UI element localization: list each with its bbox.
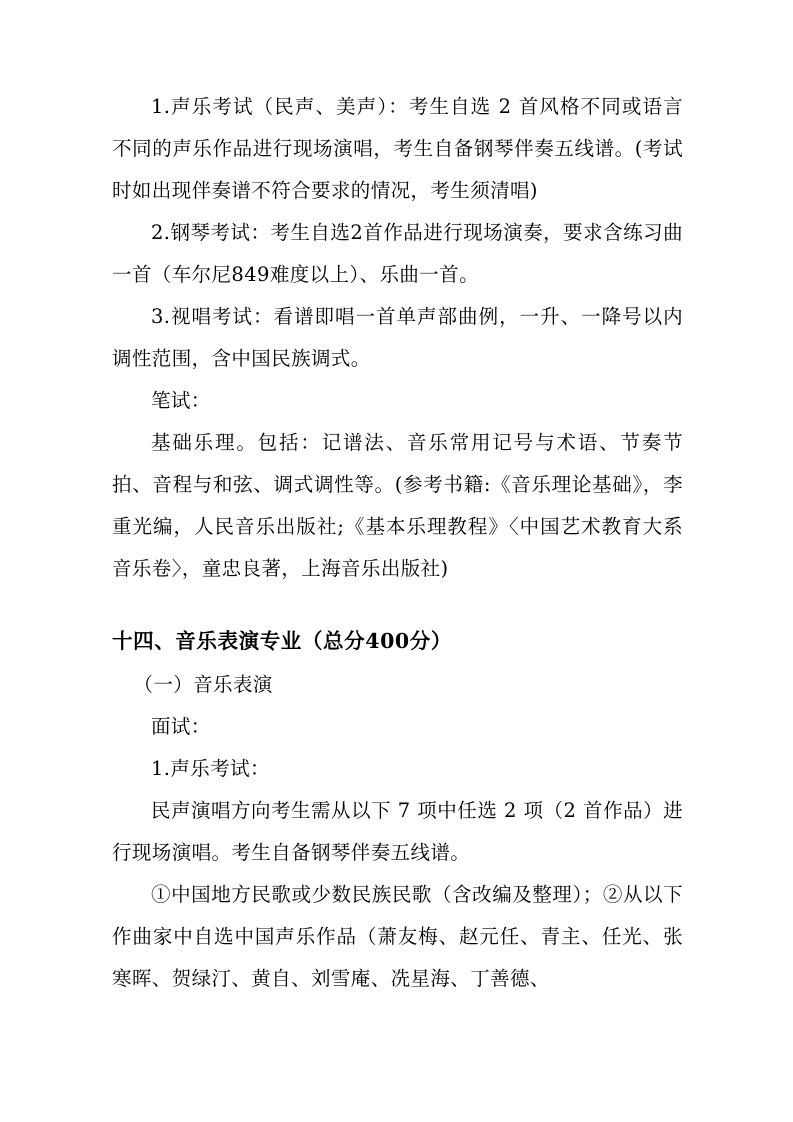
paragraph-folk-items: ①中国地方民歌或少数民族民歌（含改编及整理）；②从以下作曲家中自选中国声乐作品（萧友梅、赵元任、青主、任光、张寒晖、贺绿汀、黄自、刘雪庵、冼星海、丁善德、 [112,883,683,990]
paragraph-folk-direction: 民声演唱方向考生需从以下 7 项中任选 2 项（2 首作品）进行现场演唱。考生自备钢琴伴奏五线谱。 [112,799,683,864]
paragraph-basic-theory: 基础乐理。包括：记谱法、音乐常用记号与术语、节奏节拍、音程与和弦、调式调性等。(参考书籍:《音乐理论基础》，李重光编，人民音乐出版社;《基本乐理教程》〈中国艺术教育大系音乐卷〉，童忠良著，上海音乐出版社) [112,431,683,580]
paragraph-written-label: 笔试： [151,389,211,412]
paragraph-piano-exam: 2.钢琴考试：考生自选2首作品进行现场演奏，要求含练习曲一首（车尔尼849难度以上）、乐曲一首。 [112,221,683,286]
paragraph-vocal-exam: 1.声乐考试（民声、美声）：考生自选 2 首风格不同或语言不同的声乐作品进行现场演唱，考生自备钢琴伴奏五线谱。(考试时如出现伴奏谱不符合要求的情况，考生须清唱) [112,95,683,202]
paragraph-sightsinging-exam: 3.视唱考试：看谱即唱一首单声部曲例，一升、一降号以内调性范围，含中国民族调式。 [112,305,683,370]
document-body [112,86,683,1000]
section-heading-music-performance: 十四、音乐表演专业（总分400分） [112,629,452,653]
paragraph-vocal-exam-2: 1.声乐考试： [151,757,270,780]
subsection-music-performance: （一）音乐表演 [133,673,273,696]
paragraph-interview-label: 面试： [151,715,211,738]
